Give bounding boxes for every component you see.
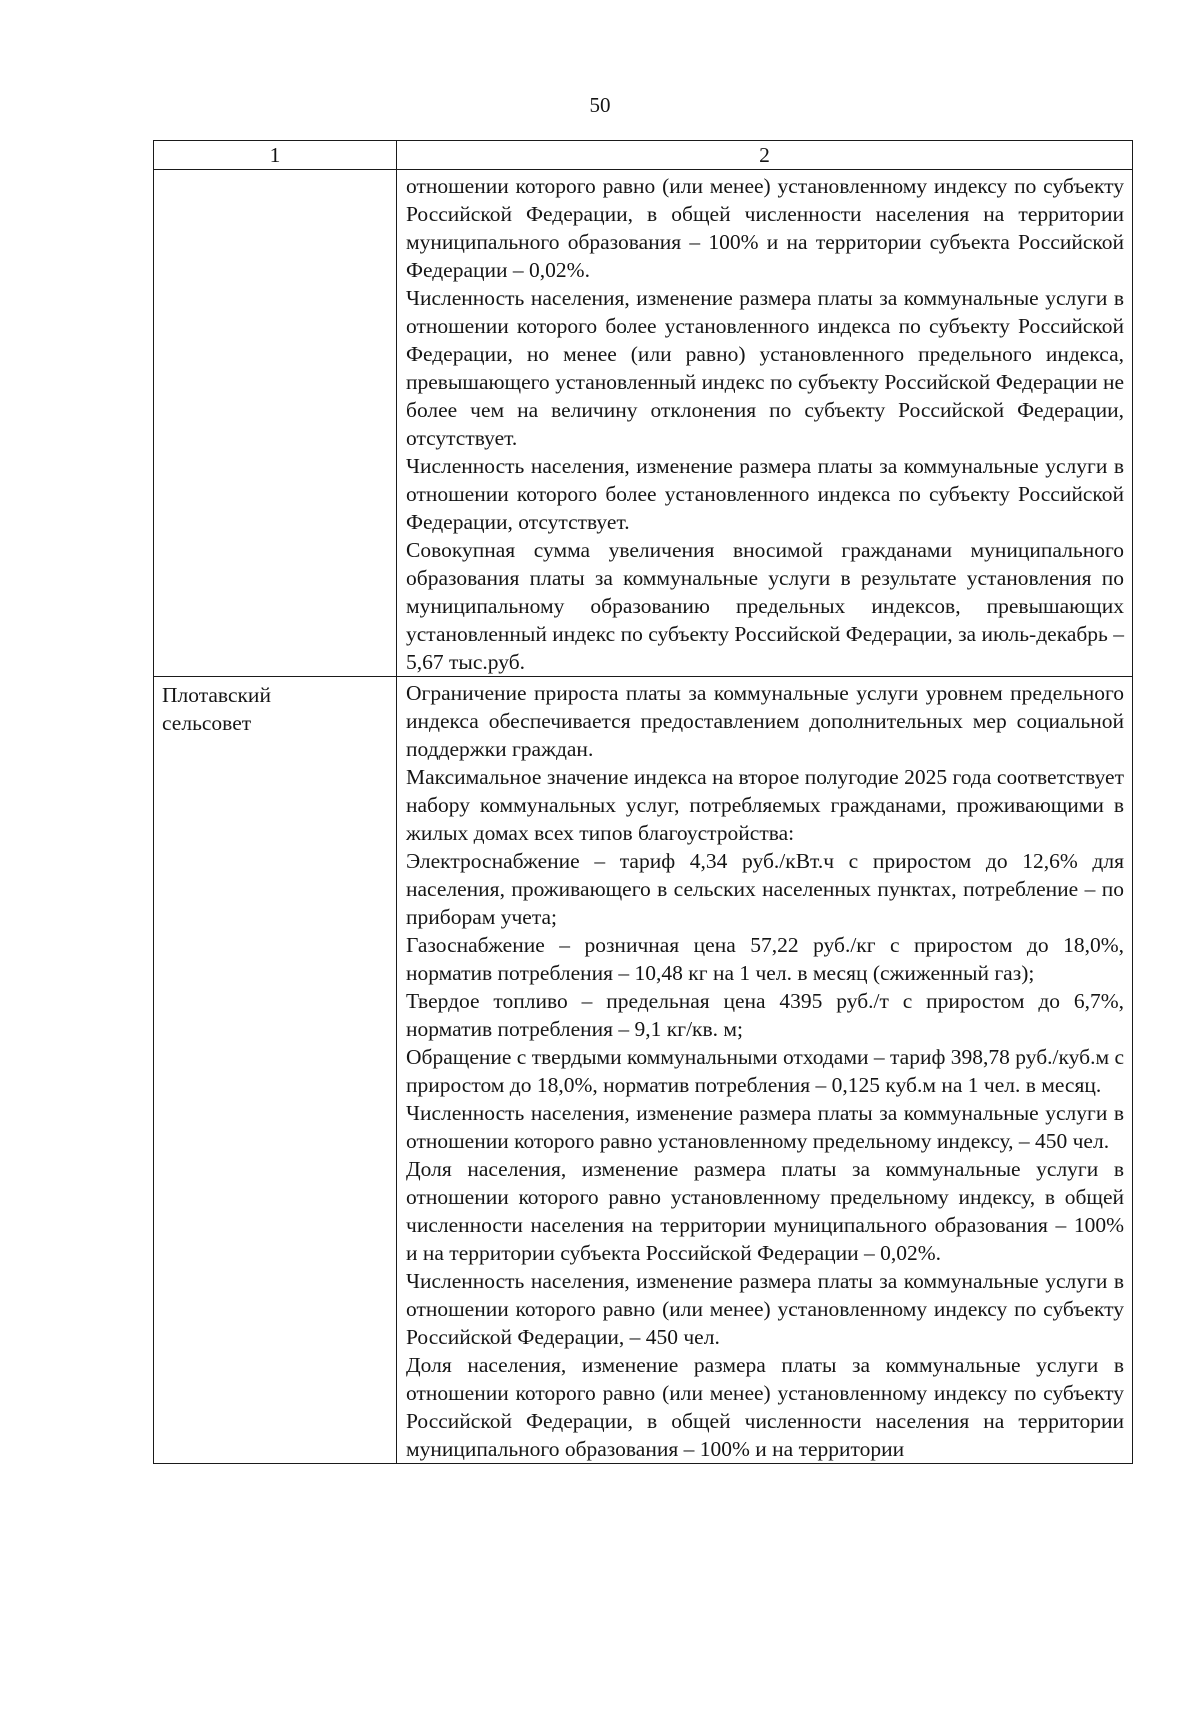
municipality-name: сельсовет [162,711,252,735]
paragraph: Доля населения, изменение размера платы за коммунальные услуги в отношении которого равно (или менее) установленному индексу по субъекту Российской Федерации, в общей численности населения на территории муниципального образования – 100% и на территории [406,1353,1124,1461]
paragraph: Обращение с твердыми коммунальными отходами – тариф 398,78 руб./куб.м с приростом до 18,0%, норматив потребления – 0,125 куб.м на 1 чел. в месяц. [406,1045,1124,1097]
paragraph: отношении которого равно (или менее) установленному индексу по субъекту Российской Федерации, в общей численности населения на территории муниципального образования – 100% и на территории субъекта Российской Федерации – 0,02%. [406,174,1124,282]
municipality-name: Плотавский [162,683,271,707]
paragraph: Доля населения, изменение размера платы за коммунальные услуги в отношении которого равно установленному предельному индексу, в общей численности населения на территории муниципального образования – 100% и на территории субъекта Российской Федерации – 0,02%. [406,1157,1124,1265]
paragraph: Твердое топливо – предельная цена 4395 руб./т с приростом до 6,7%, норматив потребления – 9,1 кг/кв. м; [406,989,1124,1041]
table-row [154,677,1133,1464]
municipality-cell [154,170,397,677]
paragraph: Численность населения, изменение размера платы за коммунальные услуги в отношении которого более установленного индекса по субъекту Российской Федерации, отсутствует. [406,454,1124,534]
paragraph: Газоснабжение – розничная цена 57,22 руб./кг с приростом до 18,0%, норматив потребления – 10,48 кг на 1 чел. в месяц (сжиженный газ); [406,933,1124,985]
column-header: 1 [154,141,397,170]
column-header: 2 [397,141,1133,170]
paragraph: Максимальное значение индекса на второе полугодие 2025 года соответствует набору коммунальных услуг, потребляемых гражданами, проживающими в жилых домах всех типов благоустройства: [406,765,1124,845]
document-table [153,140,1133,1464]
paragraph: Совокупная сумма увеличения вносимой гражданами муниципального образования платы за коммунальные услуги в результате установления по муниципальному образованию предельных индексов, превышающих установленный индекс по субъекту Российской Федерации, за июль-декабрь – 5,67 тыс.руб. [406,538,1124,674]
paragraph: Ограничение прироста платы за коммунальные услуги уровнем предельного индекса обеспечивается предоставлением дополнительных мер социальной поддержки граждан. [406,681,1124,761]
page-number: 50 [589,93,611,117]
description-cell [397,677,1133,1464]
paragraph: Численность населения, изменение размера платы за коммунальные услуги в отношении которого равно (или менее) установленному индексу по субъекту Российской Федерации, – 450 чел. [406,1269,1124,1349]
paragraph: Электроснабжение – тариф 4,34 руб./кВт.ч с приростом до 12,6% для населения, проживающего в сельских населенных пунктах, потребление – по приборам учета; [406,849,1124,929]
municipality-cell [154,677,397,1464]
table-row [154,170,1133,677]
description-cell [397,170,1133,677]
paragraph: Численность населения, изменение размера платы за коммунальные услуги в отношении которого более установленного индекса по субъекту Российской Федерации, но менее (или равно) установленного предельного индекса, превышающего установленный индекс по субъекту Российской Федерации не более чем на величину отклонения по субъекту Российской Федерации, отсутствует. [406,286,1124,450]
table-header-row [154,141,1133,170]
paragraph: Численность населения, изменение размера платы за коммунальные услуги в отношении которого равно установленному предельному индексу, – 450 чел. [406,1101,1124,1153]
